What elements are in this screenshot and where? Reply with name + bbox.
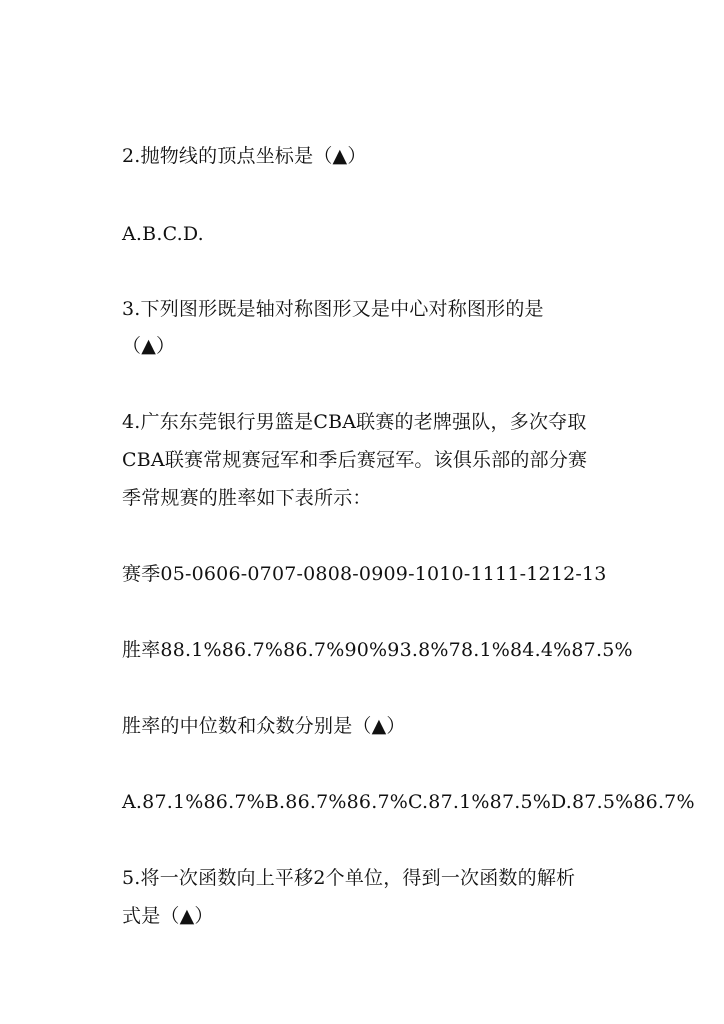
question-4-options: A.87.1%86.7%B.86.7%86.7%C.87.1%87.5%D.87.5%86.7%	[122, 791, 695, 813]
win-rate-row: 胜率88.1%86.7%86.7%90%93.8%78.1%84.4%87.5%	[122, 639, 633, 661]
question-3-text: 3.下列图形既是轴对称图形又是中心对称图形的是	[122, 298, 544, 320]
question-4-prompt: 胜率的中位数和众数分别是（▲）	[122, 715, 406, 737]
season-row: 赛季05-0606-0707-0808-0909-1010-1111-1212-13	[122, 563, 607, 585]
question-3-answer-mark: （▲）	[122, 335, 176, 357]
question-4-text-line-3: 季常规赛的胜率如下表所示：	[122, 487, 372, 509]
question-4-text-line-1: 4.广东东莞银行男篮是CBA联赛的老牌强队，多次夺取	[122, 411, 587, 433]
question-5-text-line-2: 式是（▲）	[122, 905, 214, 927]
question-5-text-line-1: 5.将一次函数向上平移2个单位，得到一次函数的解析	[122, 867, 576, 889]
question-2-options: A.B.C.D.	[122, 223, 204, 245]
question-4-text-line-2: CBA联赛常规赛冠军和季后赛冠军。该俱乐部的部分赛	[122, 449, 588, 471]
question-2-text: 2.抛物线的顶点坐标是（▲）	[122, 145, 367, 167]
